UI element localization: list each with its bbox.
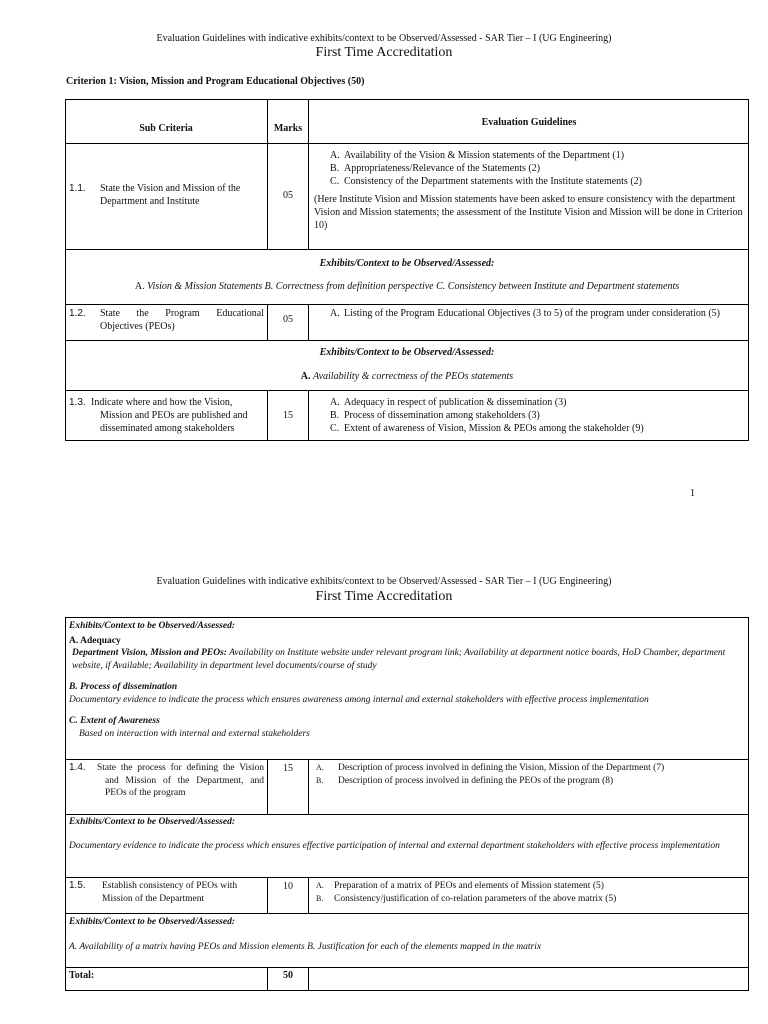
exhibit-heading: Exhibits/Context to be Observed/Assessed: bbox=[319, 347, 495, 358]
list-item: A. Listing of the Program Educational Objectives (3 to 5) of the program under consideration (5) bbox=[330, 308, 721, 319]
total-label: Total: bbox=[69, 970, 95, 981]
row-1-2-marks: 05 bbox=[283, 314, 293, 325]
exhibit-block-1-4: Exhibits/Context to be Observed/Assessed: Documentary evidence to indicate the process which ensures effective participation of internal and external department stakeholders with effective process implementation bbox=[69, 817, 720, 851]
list-item: C. Extent of awareness of Vision, Mission & PEOs among the stakeholder (9) bbox=[330, 423, 644, 434]
page1-title: First Time Accreditation bbox=[315, 45, 453, 60]
exhibit-text: A. Availability & correctness of the PEOs statements bbox=[300, 371, 514, 382]
row-1-1-marks: 05 bbox=[283, 190, 293, 201]
list-item: A. Description of process involved in defining the Vision, Mission of the Department (7) bbox=[316, 763, 665, 773]
page1-header-line: Evaluation Guidelines with indicative exhibits/context to be Observed/Assessed - SAR Tier – I (UG Engineering) bbox=[156, 33, 612, 44]
list-item: B. Process of dissemination among stakeholders (3) bbox=[330, 410, 540, 421]
page2-title: First Time Accreditation bbox=[315, 589, 453, 604]
total-value: 50 bbox=[283, 970, 293, 981]
row-1-4-marks: 15 bbox=[283, 763, 293, 774]
list-item: B. Description of process involved in defining the PEOs of the program (8) bbox=[316, 775, 614, 786]
exhibit-heading: Exhibits/Context to be Observed/Assessed: bbox=[319, 258, 495, 269]
column-header-marks: Marks bbox=[273, 123, 303, 134]
guideline-note: (Here Institute Vision and Mission statements have been asked to ensure consistency with the department Vision and Mission statements; the assessment of the Institute Vision and Mission will be done in Criterion 10) bbox=[314, 194, 743, 231]
column-header-sub-criteria: Sub Criteria bbox=[139, 123, 193, 134]
row-1-3-guidelines bbox=[330, 396, 745, 435]
list-item: C. Consistency of the Department statements with the Institute statements (2) bbox=[330, 176, 642, 187]
row-1-3-marks: 15 bbox=[283, 410, 293, 421]
row-1-1-guidelines bbox=[314, 149, 744, 232]
row-1-1-subcriteria bbox=[69, 182, 264, 208]
row-1-3-subcriteria: 1.3. Indicate where and how the Vision, Mission and PEOs are published and disseminated among stakeholders bbox=[69, 397, 248, 434]
exhibit-text: A. Vision & Mission Statements B. Correctness from definition perspective C. Consistency between Institute and Department statements bbox=[134, 281, 680, 292]
row-text: State the Vision and Mission of the Department and Institute bbox=[100, 183, 241, 207]
list-item: B. Consistency/justification of co-relation parameters of the above matrix (5) bbox=[316, 893, 617, 904]
row-1-5-guidelines bbox=[316, 880, 746, 905]
page-gap bbox=[0, 520, 768, 550]
column-header-guidelines: Evaluation Guidelines bbox=[481, 117, 577, 128]
list-item: B. Appropriateness/Relevance of the Statements (2) bbox=[330, 163, 541, 174]
row-1-4-subcriteria: 1.4. State the process for defining the Vision and Mission of the Department, and PEOs of the program bbox=[69, 762, 264, 798]
list-item: A. Preparation of a matrix of PEOs and elements of Mission statement (5) bbox=[316, 881, 604, 891]
criterion-heading: Criterion 1: Vision, Mission and Program Educational Objectives (50) bbox=[66, 76, 365, 87]
list-item: A. Adequacy in respect of publication & dissemination (3) bbox=[330, 397, 567, 408]
page-number: 1 bbox=[690, 488, 695, 499]
row-1-2-subcriteria: 1.2. State the Program Educational Objectives (PEOs) bbox=[69, 308, 264, 332]
row-1-2-guidelines bbox=[330, 307, 745, 320]
row-1-4-guidelines bbox=[316, 762, 746, 787]
row-1-5-subcriteria: 1.5. Establish consistency of PEOs with Mission of the Department bbox=[69, 880, 238, 904]
exhibit-block-1-3: Exhibits/Context to be Observed/Assessed: A. Adequacy Department Vision, Mission and PEOs: Availability on Institute website under relevant program link; Availability at department notice boards, HoD Chamber, department website, if Available; Availability in department level documents/course of study B. Process of dissemination Documentary evidence to indicate the process which ensures awareness among internal and external stakeholders with effective process implementation C. Extent of Awareness Based on interaction with internal and external stakeholders bbox=[69, 621, 726, 739]
row-1-5-marks: 10 bbox=[283, 881, 293, 892]
page2-header-line: Evaluation Guidelines with indicative exhibits/context to be Observed/Assessed - SAR Tier – I (UG Engineering) bbox=[156, 576, 612, 587]
list-item: A. Availability of the Vision & Mission statements of the Department (1) bbox=[330, 150, 625, 161]
row-number: 1.1. bbox=[69, 183, 86, 194]
exhibit-block-1-5: Exhibits/Context to be Observed/Assessed: A. Availability of a matrix having PEOs and Mission elements B. Justification for each of the elements mapped in the matrix bbox=[69, 917, 542, 952]
